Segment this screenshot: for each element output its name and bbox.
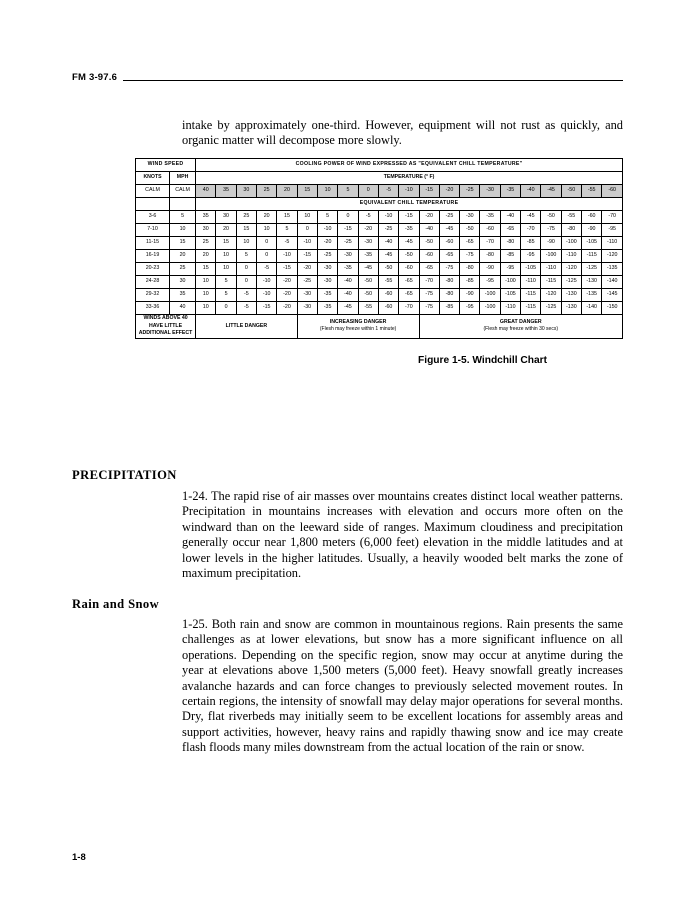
chill-cell: -70 <box>521 224 541 237</box>
table-row <box>136 172 623 185</box>
chill-cell: -30 <box>358 237 378 250</box>
chill-cell: 0 <box>297 224 317 237</box>
chill-cell: 15 <box>196 263 216 276</box>
temp-cell: 0 <box>358 185 378 198</box>
chill-cell: -25 <box>338 237 358 250</box>
chill-cell: -125 <box>582 263 602 276</box>
chill-cell: -105 <box>500 289 520 302</box>
chill-cell: -55 <box>561 211 581 224</box>
temp-cell: 15 <box>297 185 317 198</box>
chill-cell: 10 <box>236 237 256 250</box>
temp-cell: -20 <box>439 185 459 198</box>
chill-cell: -135 <box>602 263 623 276</box>
chill-cell: -130 <box>561 289 581 302</box>
figure-caption: Figure 1-5. Windchill Chart <box>418 354 547 366</box>
chill-cell: 5 <box>216 276 236 289</box>
chill-cell: -125 <box>561 276 581 289</box>
header-rule <box>123 80 623 81</box>
row-mph: 15 <box>170 237 196 250</box>
chill-cell: -40 <box>338 289 358 302</box>
chill-cell: -100 <box>561 237 581 250</box>
temp-cell: 25 <box>257 185 277 198</box>
chill-cell: -35 <box>480 211 500 224</box>
chill-cell: -95 <box>602 224 623 237</box>
temp-cell: 5 <box>338 185 358 198</box>
chill-cell: -40 <box>500 211 520 224</box>
temp-cell: -60 <box>602 185 623 198</box>
temp-cell: -30 <box>480 185 500 198</box>
chill-cell: -20 <box>277 289 297 302</box>
temperature-header: TEMPERATURE (° F) <box>196 172 623 185</box>
chill-cell: -95 <box>500 263 520 276</box>
chill-cell: 25 <box>236 211 256 224</box>
chill-cell: 15 <box>216 237 236 250</box>
chill-cell: -25 <box>317 250 337 263</box>
chill-cell: -105 <box>582 237 602 250</box>
chill-cell: -20 <box>277 276 297 289</box>
table-row <box>136 237 623 250</box>
row-knots: 11-15 <box>136 237 170 250</box>
chill-cell: -130 <box>561 302 581 315</box>
chill-cell: -50 <box>358 289 378 302</box>
knots-header: KNOTS <box>136 172 170 185</box>
temp-cell: 20 <box>277 185 297 198</box>
increasing-danger-title: INCREASING DANGER <box>329 318 387 325</box>
chill-cell: 0 <box>338 211 358 224</box>
chill-cell: -75 <box>419 289 439 302</box>
chill-cell: -35 <box>338 263 358 276</box>
temp-cell: -10 <box>399 185 419 198</box>
chill-cell: -20 <box>317 237 337 250</box>
temp-cell: -40 <box>521 185 541 198</box>
chill-cell: -50 <box>419 237 439 250</box>
spacer-cell <box>136 198 170 211</box>
chill-cell: -55 <box>378 276 398 289</box>
temp-cell: 10 <box>317 185 337 198</box>
chill-cell: -110 <box>602 237 623 250</box>
chill-cell: -90 <box>582 224 602 237</box>
temp-cell: 35 <box>216 185 236 198</box>
paragraph-1-25: 1-25. Both rain and snow are common in mountainous regions. Rain presents the same challenges as at lower elevations, but snow has a more significant influence on all operations. Depending on the specific region, snow may occur at anytime during the year at elevations above 1,500 meters (5,000 feet). Heavy snowfall greatly increases avalanche hazards and can force changes to previously selected movement routes. In certain regions, the intensity of snowfall may delay major operations for several months. Dry, flat riverbeds may initially seem to be excellent locations for assembly areas and support activities, however, heavy rains and rapidly thawing snow and ice may create flash floods many miles downstream from the actual location of the rain or snow. <box>182 617 623 755</box>
chill-cell: -60 <box>419 250 439 263</box>
chill-cell: -110 <box>521 276 541 289</box>
page-number: 1-8 <box>72 852 86 863</box>
chill-cell: -10 <box>257 276 277 289</box>
chill-cell: -145 <box>602 289 623 302</box>
chill-cell: 25 <box>196 237 216 250</box>
windchill-table <box>135 158 623 339</box>
windchill-chart <box>135 158 623 366</box>
row-knots: 16-19 <box>136 250 170 263</box>
chill-cell: -30 <box>297 302 317 315</box>
section-heading-precipitation: PRECIPITATION <box>72 468 177 482</box>
great-danger-title: GREAT DANGER <box>499 318 542 325</box>
chill-cell: 0 <box>236 276 256 289</box>
table-row <box>136 289 623 302</box>
great-danger-sub: (Flesh may freeze within 30 secs) <box>483 326 558 333</box>
chill-cell: 5 <box>277 224 297 237</box>
chill-cell: 10 <box>196 289 216 302</box>
row-knots: 33-36 <box>136 302 170 315</box>
temp-cell: -25 <box>460 185 480 198</box>
chill-cell: -80 <box>460 263 480 276</box>
temp-cell: -50 <box>561 185 581 198</box>
chill-cell: -80 <box>439 289 459 302</box>
row-mph: 25 <box>170 263 196 276</box>
row-mph: 20 <box>170 250 196 263</box>
chill-cell: -60 <box>399 263 419 276</box>
chill-cell: -55 <box>358 302 378 315</box>
table-row <box>136 224 623 237</box>
chill-cell: 0 <box>257 237 277 250</box>
temp-cell: -35 <box>500 185 520 198</box>
chill-cell: -125 <box>541 302 561 315</box>
chill-cell: 15 <box>236 224 256 237</box>
chill-cell: -15 <box>257 302 277 315</box>
chill-cell: 10 <box>196 276 216 289</box>
table-row <box>136 159 623 172</box>
chill-cell: 30 <box>196 224 216 237</box>
chill-cell: -5 <box>277 237 297 250</box>
chill-cell: -45 <box>399 237 419 250</box>
chill-cell: -150 <box>602 302 623 315</box>
chill-cell: -45 <box>521 211 541 224</box>
paragraph-1-24: 1-24. The rapid rise of air masses over mountains creates distinct local weather patterns. Precipitation in mountains increases with elevation and occurs more often on the windward than on the leeward side of ranges. Maximum cloudiness and precipitation generally occur near 1,800 meters (6,000 feet) elevation in the middle latitudes and at lower levels in the higher latitudes. Usually, a heavily wooded belt marks the zone of maximum precipitation. <box>182 489 623 581</box>
chill-cell: -30 <box>460 211 480 224</box>
chill-cell: -25 <box>439 211 459 224</box>
chill-cell: -80 <box>439 276 459 289</box>
chill-cell: 20 <box>216 224 236 237</box>
chill-cell: -120 <box>541 289 561 302</box>
temp-cell: -15 <box>419 185 439 198</box>
row-knots: 29-32 <box>136 289 170 302</box>
chill-cell: -20 <box>297 263 317 276</box>
chill-cell: -135 <box>582 289 602 302</box>
chill-cell: -65 <box>399 289 419 302</box>
row-mph: 10 <box>170 224 196 237</box>
chill-cell: -10 <box>378 211 398 224</box>
wind-speed-header: WIND SPEED <box>136 159 196 172</box>
table-row <box>136 315 623 339</box>
chill-cell: -100 <box>541 250 561 263</box>
chill-cell: -35 <box>358 250 378 263</box>
chill-cell: -45 <box>338 302 358 315</box>
chill-cell: -50 <box>460 224 480 237</box>
chill-cell: 0 <box>257 250 277 263</box>
chill-cell: 35 <box>196 211 216 224</box>
chill-cell: -95 <box>521 250 541 263</box>
chill-cell: -110 <box>561 250 581 263</box>
chill-cell: -115 <box>582 250 602 263</box>
chill-cell: -10 <box>297 237 317 250</box>
chill-cell: -75 <box>439 263 459 276</box>
chill-cell: -85 <box>439 302 459 315</box>
chill-cell: -50 <box>541 211 561 224</box>
chill-cell: -5 <box>358 211 378 224</box>
chill-cell: -120 <box>602 250 623 263</box>
chill-cell: -70 <box>399 302 419 315</box>
chill-cell: -80 <box>480 250 500 263</box>
chill-cell: 5 <box>317 211 337 224</box>
temp-cell: 30 <box>236 185 256 198</box>
calm-mph-cell: CALM <box>170 185 196 198</box>
chill-cell: -90 <box>541 237 561 250</box>
table-row <box>136 198 623 211</box>
chill-cell: -20 <box>419 211 439 224</box>
chill-cell: -25 <box>297 276 317 289</box>
chill-cell: -5 <box>236 302 256 315</box>
chill-cell: -50 <box>358 276 378 289</box>
chill-cell: -10 <box>257 289 277 302</box>
table-row <box>136 276 623 289</box>
chill-cell: -70 <box>419 276 439 289</box>
chill-cell: -85 <box>521 237 541 250</box>
chill-cell: -65 <box>419 263 439 276</box>
section-heading-rain-and-snow: Rain and Snow <box>72 597 160 611</box>
chill-cell: -10 <box>317 224 337 237</box>
table-row <box>136 211 623 224</box>
little-danger-band: LITTLE DANGER <box>196 315 298 339</box>
temp-cell: 40 <box>196 185 216 198</box>
chill-cell: -110 <box>500 302 520 315</box>
chill-cell: -90 <box>480 263 500 276</box>
chill-cell: -75 <box>460 250 480 263</box>
chill-cell: -85 <box>460 276 480 289</box>
row-knots: 7-10 <box>136 224 170 237</box>
chill-cell: -5 <box>257 263 277 276</box>
chill-cell: -130 <box>582 276 602 289</box>
chill-cell: -60 <box>378 289 398 302</box>
chill-cell: 10 <box>257 224 277 237</box>
calm-knots-cell: CALM <box>136 185 170 198</box>
chill-cell: -95 <box>460 302 480 315</box>
chill-cell: -45 <box>439 224 459 237</box>
great-danger-band <box>419 315 622 339</box>
chill-cell: 10 <box>297 211 317 224</box>
winds-above-note: WINDS ABOVE 40 HAVE LITTLE ADDITIONAL EFFECT <box>136 315 196 339</box>
chill-cell: -65 <box>399 276 419 289</box>
chill-cell: -90 <box>460 289 480 302</box>
equivalent-chill-header: EQUIVALENT CHILL TEMPERATURE <box>196 198 623 211</box>
row-knots: 20-23 <box>136 263 170 276</box>
chill-cell: -65 <box>439 250 459 263</box>
table-row <box>136 302 623 315</box>
chill-cell: -140 <box>582 302 602 315</box>
chill-cell: -65 <box>460 237 480 250</box>
increasing-danger-band <box>297 315 419 339</box>
chill-cell: -105 <box>521 263 541 276</box>
chill-cell: -70 <box>480 237 500 250</box>
chill-cell: 15 <box>277 211 297 224</box>
chill-cell: -110 <box>541 263 561 276</box>
chill-cell: 0 <box>236 263 256 276</box>
table-row <box>136 263 623 276</box>
chill-cell: 10 <box>196 302 216 315</box>
chill-cell: 30 <box>216 211 236 224</box>
manual-number: FM 3-97.6 <box>72 72 118 83</box>
chill-cell: -115 <box>521 289 541 302</box>
chill-cell: -60 <box>439 237 459 250</box>
intro-paragraph: intake by approximately one-third. However, equipment will not rust as quickly, and organic matter will decompose more slowly. <box>182 118 623 148</box>
row-knots: 3-6 <box>136 211 170 224</box>
chill-cell: -45 <box>358 263 378 276</box>
chill-cell: -10 <box>277 250 297 263</box>
chill-cell: -75 <box>541 224 561 237</box>
chill-cell: -5 <box>236 289 256 302</box>
chill-cell: -100 <box>480 289 500 302</box>
chill-cell: -15 <box>297 250 317 263</box>
chill-cell: -30 <box>338 250 358 263</box>
row-mph: 30 <box>170 276 196 289</box>
chill-cell: -120 <box>561 263 581 276</box>
chill-cell: -25 <box>378 224 398 237</box>
chill-cell: -30 <box>297 289 317 302</box>
chill-cell: -30 <box>317 276 337 289</box>
chill-cell: 10 <box>216 263 236 276</box>
spacer-cell <box>170 198 196 211</box>
increasing-danger-sub: (Flesh may freeze within 1 minute) <box>319 326 397 333</box>
chill-cell: -40 <box>338 276 358 289</box>
chill-cell: -60 <box>582 211 602 224</box>
chill-cell: -40 <box>419 224 439 237</box>
chill-cell: -75 <box>419 302 439 315</box>
chill-cell: -100 <box>500 276 520 289</box>
chill-cell: -40 <box>378 237 398 250</box>
chill-cell: 5 <box>236 250 256 263</box>
chill-cell: -80 <box>500 237 520 250</box>
row-knots: 24-28 <box>136 276 170 289</box>
chill-cell: 10 <box>216 250 236 263</box>
chill-cell: -60 <box>378 302 398 315</box>
chill-cell: -100 <box>480 302 500 315</box>
chill-cell: -115 <box>541 276 561 289</box>
chill-cell: -95 <box>480 276 500 289</box>
chill-cell: -45 <box>378 250 398 263</box>
chill-cell: 0 <box>216 302 236 315</box>
chill-cell: -15 <box>277 263 297 276</box>
chill-cell: -80 <box>561 224 581 237</box>
chill-cell: -35 <box>317 302 337 315</box>
page-header <box>72 72 623 84</box>
chill-cell: -115 <box>521 302 541 315</box>
chill-cell: -35 <box>317 289 337 302</box>
row-mph: 40 <box>170 302 196 315</box>
table-row <box>136 185 623 198</box>
chill-cell: -50 <box>378 263 398 276</box>
chill-cell: -60 <box>480 224 500 237</box>
temp-cell: -45 <box>541 185 561 198</box>
temp-cell: -55 <box>582 185 602 198</box>
chill-cell: 20 <box>257 211 277 224</box>
chill-cell: -140 <box>602 276 623 289</box>
mph-header: MPH <box>170 172 196 185</box>
chill-cell: -20 <box>358 224 378 237</box>
chill-cell: 5 <box>216 289 236 302</box>
row-mph: 35 <box>170 289 196 302</box>
row-mph: 5 <box>170 211 196 224</box>
table-row <box>136 250 623 263</box>
chill-cell: -70 <box>602 211 623 224</box>
temp-cell: -5 <box>378 185 398 198</box>
chill-cell: -35 <box>399 224 419 237</box>
chill-cell: -15 <box>399 211 419 224</box>
chill-cell: -20 <box>277 302 297 315</box>
chill-cell: -30 <box>317 263 337 276</box>
chill-cell: 20 <box>196 250 216 263</box>
chill-cell: -85 <box>500 250 520 263</box>
chill-cell: -65 <box>500 224 520 237</box>
chill-cell: -15 <box>338 224 358 237</box>
cooling-power-header: COOLING POWER OF WIND EXPRESSED AS "EQUIVALENT CHILL TEMPERATURE" <box>196 159 623 172</box>
chill-cell: -50 <box>399 250 419 263</box>
